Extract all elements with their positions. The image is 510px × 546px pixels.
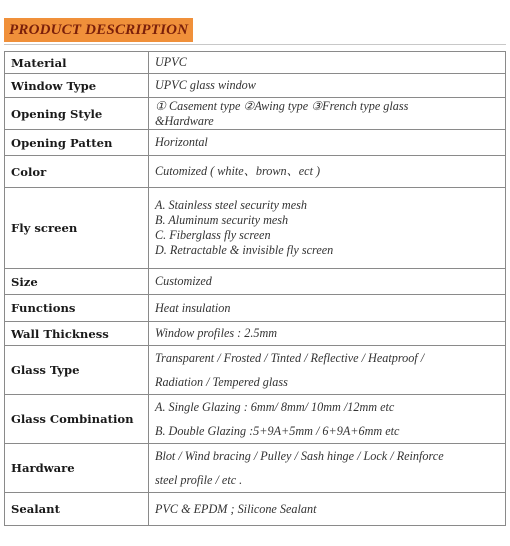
row-value-line: PVC & EPDM ; Silicone Sealant	[155, 501, 317, 516]
table-row	[5, 493, 506, 526]
table-row	[5, 295, 506, 322]
spec-table	[4, 51, 506, 526]
row-value	[149, 346, 506, 395]
row-value	[149, 98, 506, 130]
table-row	[5, 395, 506, 444]
row-value-line: Window profiles : 2.5mm	[155, 326, 278, 340]
row-label: Wall Thickness	[5, 322, 149, 346]
row-value-line: C. Fiberglass fly screen	[155, 228, 271, 242]
row-value	[149, 269, 506, 295]
row-label: Fly screen	[5, 188, 149, 269]
row-value	[149, 156, 506, 188]
row-label: Opening Patten	[5, 130, 149, 156]
row-value-line: D. Retractable & invisible fly screen	[155, 243, 334, 257]
section-header	[4, 18, 506, 42]
row-value-line: Radiation / Tempered glass	[155, 375, 288, 389]
row-value-line: UPVC glass window	[155, 78, 256, 92]
row-value	[149, 52, 506, 74]
row-value-line: B. Aluminum security mesh	[155, 213, 289, 227]
table-row	[5, 130, 506, 156]
table-row	[5, 322, 506, 346]
row-value	[149, 130, 506, 156]
table-row	[5, 98, 506, 130]
row-value-line: ① Casement type ②Awing type ③French type glass	[155, 98, 409, 113]
row-value-line: &Hardware	[155, 113, 214, 128]
table-row	[5, 346, 506, 395]
row-value-line: UPVC	[155, 55, 187, 69]
row-value-line: Customized	[155, 274, 212, 288]
row-value	[149, 295, 506, 322]
row-label: Window Type	[5, 74, 149, 98]
table-row	[5, 188, 506, 269]
row-label: Color	[5, 156, 149, 188]
row-label: Material	[5, 52, 149, 74]
header-divider	[4, 44, 506, 45]
row-value	[149, 395, 506, 444]
row-label: Opening Style	[5, 98, 149, 130]
row-label: Hardware	[5, 444, 149, 493]
row-value-line: B. Double Glazing :5+9A+5mm / 6+9A+6mm etc	[155, 424, 400, 438]
table-row	[5, 444, 506, 493]
row-label: Functions	[5, 295, 149, 322]
row-label: Size	[5, 269, 149, 295]
row-value-line: Blot / Wind bracing / Pulley / Sash hinge / Lock / Reinforce	[155, 449, 444, 463]
row-value-line: A. Stainless steel security mesh	[155, 198, 307, 212]
row-value-line: Heat insulation	[155, 300, 231, 315]
row-value-line: steel profile / etc .	[155, 473, 243, 487]
row-value-line: Horizontal	[155, 135, 208, 149]
table-row	[5, 74, 506, 98]
row-label: Sealant	[5, 493, 149, 526]
row-label: Glass Type	[5, 346, 149, 395]
row-value	[149, 444, 506, 493]
row-value	[149, 188, 506, 269]
row-value-line: Cutomized ( white、brown、ect )	[155, 164, 321, 178]
spec-table-body	[5, 52, 506, 526]
row-value-line: A. Single Glazing : 6mm/ 8mm/ 10mm /12mm etc	[155, 400, 395, 414]
row-label: Glass Combination	[5, 395, 149, 444]
table-row	[5, 269, 506, 295]
section-title: PRODUCT DESCRIPTION	[4, 18, 193, 42]
row-value	[149, 322, 506, 346]
row-value	[149, 493, 506, 526]
row-value-line: Transparent / Frosted / Tinted / Reflective / Heatproof /	[155, 351, 425, 365]
table-row	[5, 52, 506, 74]
table-row	[5, 156, 506, 188]
row-value	[149, 74, 506, 98]
